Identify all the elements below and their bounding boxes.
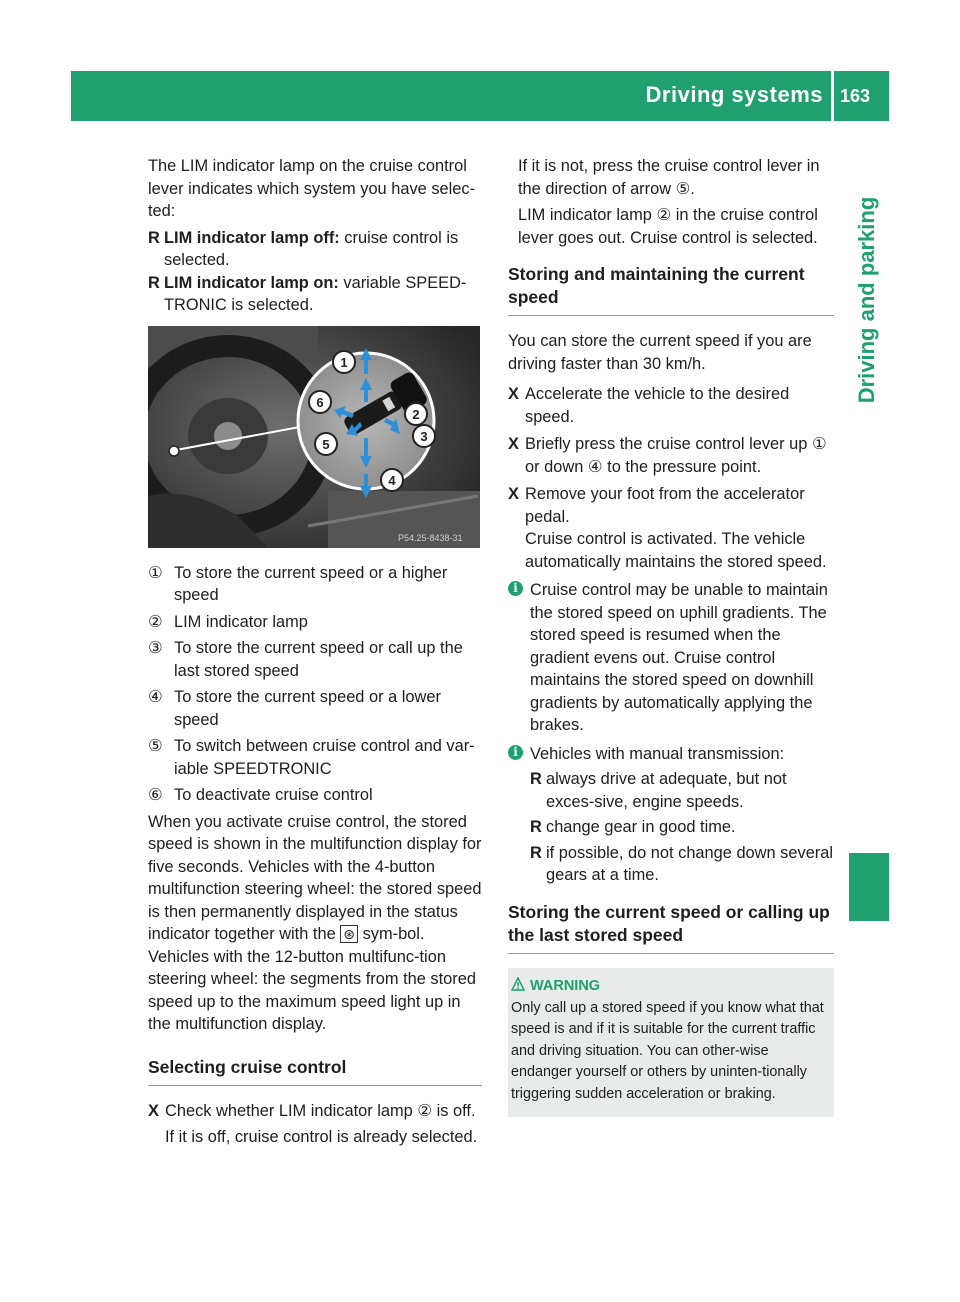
callout-1: 1 <box>340 354 348 370</box>
cruise-control-display-paragraph <box>148 811 482 1036</box>
warning-box <box>508 968 834 1118</box>
left-column <box>148 155 482 1154</box>
step-arrow-icon: X <box>508 435 519 453</box>
legend-item <box>148 637 482 682</box>
callout-3: 3 <box>420 428 428 444</box>
warning-text: Only call up a stored speed if you know what that speed is and if it is suitable for the current traffic and driving situation. You can other-wise endanger yourself or others by uninten-tionally triggering sudden acceleration or braking. <box>511 999 824 1102</box>
ref-number: ② <box>417 1101 433 1120</box>
step-text: LIM indicator lamp <box>518 206 652 224</box>
intro-paragraph: The LIM indicator lamp on the cruise control lever indicates which system you have selec-ted: <box>148 157 476 220</box>
ref-number: ⑤ <box>675 179 691 198</box>
warning-title <box>511 976 824 996</box>
step-result: Cruise control is activated. The vehicle automatically maintains the stored speed. <box>525 530 827 571</box>
legend-text: To store the current speed or a lower speed <box>174 688 441 729</box>
step-text: Check whether LIM indicator lamp <box>165 1101 413 1120</box>
legend-number: ④ <box>148 688 163 706</box>
ref-number: ② <box>656 206 672 224</box>
instruction-step <box>508 433 834 478</box>
info-icon: i <box>508 581 523 596</box>
step-arrow-icon: X <box>508 485 519 503</box>
bullet-text: if possible, do not change down several gears at a time. <box>546 843 834 884</box>
cruise-control-symbol-icon: ⊛ <box>340 925 358 943</box>
page-title: Driving systems <box>645 82 823 107</box>
legend-number: ⑤ <box>148 737 163 755</box>
list-item <box>530 768 834 813</box>
bullet-icon: R <box>530 818 542 836</box>
instruction-step <box>148 1100 482 1149</box>
info-icon: i <box>508 745 523 760</box>
legend-text: LIM indicator lamp <box>174 612 308 631</box>
bullet-icon: R <box>148 228 160 247</box>
info-text: Vehicles with manual transmission: <box>530 744 785 763</box>
continued-step <box>508 155 834 249</box>
step-text: or down <box>525 457 584 476</box>
step-text: is off. <box>436 1101 476 1120</box>
legend-item <box>148 735 482 780</box>
info-note <box>508 743 834 887</box>
list-item <box>530 842 834 887</box>
legend-item <box>148 562 482 607</box>
ref-number: ① <box>811 435 827 453</box>
info-note <box>508 579 834 737</box>
legend-number: ③ <box>148 639 163 657</box>
callout-4: 4 <box>388 472 396 488</box>
legend-text: To store the current speed or a higher speed <box>174 563 448 604</box>
step-text: If it is not, press the cruise control lever in the direction of arrow <box>518 157 820 198</box>
step-result <box>518 155 834 200</box>
legend-text: To store the current speed or call up the last stored speed <box>174 639 463 680</box>
info-text: Cruise control may be unable to maintain the stored speed on uphill gradients. The stored speed is resumed when the gradient evens out. Cruise control maintains the stored speed on downhill gradients by automatically applying the brakes. <box>530 581 828 734</box>
bullet-icon: R <box>530 770 542 788</box>
step-text: . <box>690 179 695 198</box>
legend-text: To switch between cruise control and var-iable SPEEDTRONIC <box>174 737 475 778</box>
callout-2: 2 <box>412 406 420 422</box>
step-text: Remove your foot from the accelerator pedal. <box>525 485 805 526</box>
step-text: Briefly press the cruise control lever up <box>525 435 808 453</box>
legend-item <box>148 611 482 634</box>
legend-item <box>148 686 482 731</box>
legend-item <box>148 784 482 807</box>
right-column <box>508 155 834 1117</box>
legend-number: ② <box>148 612 163 631</box>
bullet-text: cruise control is selected. <box>164 228 459 269</box>
instruction-step <box>508 383 834 428</box>
bullet-text: change gear in good time. <box>546 818 736 836</box>
step-text: in the cruise control lever goes out. Cruise control is selected. <box>518 206 818 247</box>
step-arrow-icon: X <box>508 385 519 403</box>
step-text: Accelerate the vehicle to the desired speed. <box>525 385 790 426</box>
callout-6: 6 <box>316 394 324 410</box>
paragraph-text-b: sym-bol. Vehicles with the 12-button multifunc-tion steering wheel: the segments from the stored speed up to the maximum speed light up in the multifunction display. <box>148 925 476 1033</box>
instruction-step <box>508 483 834 573</box>
ref-number: ④ <box>587 457 603 476</box>
bullet-bold: LIM indicator lamp on: <box>164 273 339 292</box>
step-result: If it is off, cruise control is already selected. <box>165 1128 478 1146</box>
section-heading: Storing the current speed or calling up the last stored speed <box>508 901 834 954</box>
bullet-text: variable SPEED-TRONIC is selected. <box>164 273 467 314</box>
side-tab <box>844 140 890 460</box>
side-tab-label: Driving and parking <box>854 196 879 404</box>
bullet-icon: R <box>530 843 542 862</box>
header-divider <box>831 71 834 121</box>
section-heading: Storing and maintaining the current speed <box>508 263 834 316</box>
step-result <box>518 204 834 249</box>
legend-number: ⑥ <box>148 786 163 804</box>
page-number: 163 <box>840 86 871 106</box>
bullet-text: always drive at adequate, but not exces-sive, engine speeds. <box>546 770 787 811</box>
list-item <box>148 272 482 317</box>
paragraph-text-a: When you activate cruise control, the stored speed is shown in the multifunction display for five seconds. Vehicles with the 4-button multifunction steering wheel: the stored speed is then permanently displayed in the status indicator together with the <box>148 812 482 943</box>
figure-code: P54.25-8438-31 <box>398 532 463 543</box>
store-intro: You can store the current speed if you are driving faster than 30 km/h. <box>508 332 812 373</box>
side-tab-marker <box>849 853 889 921</box>
bullet-bold: LIM indicator lamp off: <box>164 228 340 247</box>
list-item <box>148 227 482 272</box>
cruise-control-lever-figure <box>148 326 480 548</box>
figure-illustration <box>148 326 480 548</box>
callout-5: 5 <box>322 436 330 452</box>
list-item <box>530 816 834 839</box>
warning-triangle-icon <box>511 977 525 991</box>
warning-label: WARNING <box>530 977 601 994</box>
section-heading: Selecting cruise control <box>148 1056 482 1086</box>
step-text: to the pressure point. <box>607 457 762 476</box>
legend-number: ① <box>148 563 163 582</box>
step-arrow-icon: X <box>148 1101 159 1120</box>
bullet-icon: R <box>148 273 160 292</box>
legend-text: To deactivate cruise control <box>174 786 373 804</box>
